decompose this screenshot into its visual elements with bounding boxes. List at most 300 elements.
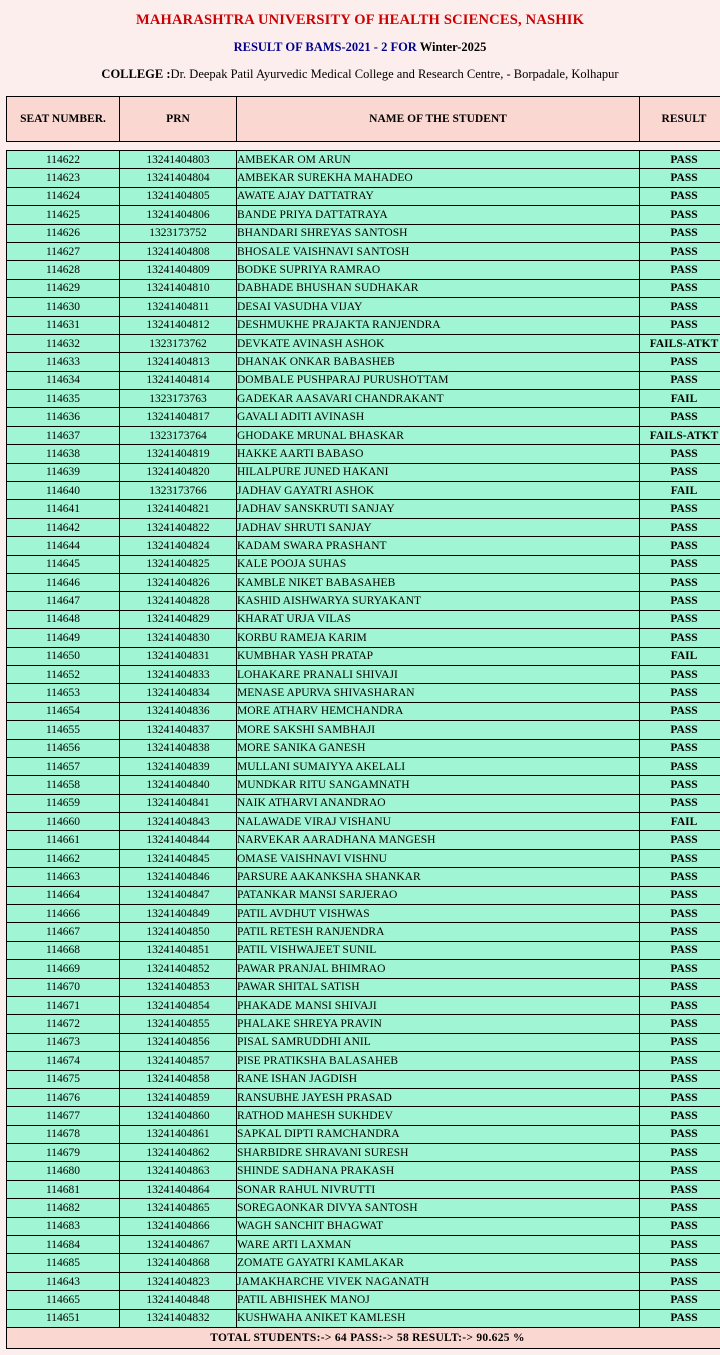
cell-result: PASS — [640, 1309, 720, 1327]
cell-seat-number: 114674 — [7, 1052, 120, 1070]
cell-prn: 13241404867 — [120, 1236, 237, 1254]
table-row — [7, 1015, 720, 1033]
cell-seat-number: 114632 — [7, 334, 120, 352]
cell-prn: 13241404852 — [120, 960, 237, 978]
cell-result: PASS — [640, 1144, 720, 1162]
cell-result: PASS — [640, 537, 720, 555]
cell-student-name: AMBEKAR OM ARUN — [237, 151, 640, 169]
cell-prn: 13241404847 — [120, 886, 237, 904]
cell-student-name: PAWAR PRANJAL BHIMRAO — [237, 960, 640, 978]
cell-student-name: AMBEKAR SUREKHA MAHADEO — [237, 169, 640, 187]
column-header-prn: PRN — [120, 97, 237, 142]
cell-prn: 13241404856 — [120, 1033, 237, 1051]
cell-student-name: GADEKAR AASAVARI CHANDRAKANT — [237, 390, 640, 408]
cell-prn: 13241404849 — [120, 905, 237, 923]
cell-seat-number: 114681 — [7, 1180, 120, 1198]
cell-student-name: SHARBIDRE SHRAVANI SURESH — [237, 1144, 640, 1162]
cell-student-name: DESAI VASUDHA VIJAY — [237, 298, 640, 316]
cell-prn: 13241404831 — [120, 647, 237, 665]
cell-student-name: KALE POOJA SUHAS — [237, 555, 640, 573]
cell-prn: 13241404806 — [120, 206, 237, 224]
cell-result: PASS — [640, 757, 720, 775]
cell-prn: 13241404822 — [120, 518, 237, 536]
cell-student-name: PATIL RETESH RANJENDRA — [237, 923, 640, 941]
cell-student-name: NAIK ATHARVI ANANDRAO — [237, 794, 640, 812]
cell-student-name: BHANDARI SHREYAS SANTOSH — [237, 224, 640, 242]
cell-result: PASS — [640, 592, 720, 610]
cell-seat-number: 114663 — [7, 868, 120, 886]
cell-student-name: MORE SAKSHI SAMBHAJI — [237, 721, 640, 739]
cell-prn: 13241404868 — [120, 1254, 237, 1272]
cell-prn: 13241404828 — [120, 592, 237, 610]
cell-prn: 13241404825 — [120, 555, 237, 573]
cell-seat-number: 114650 — [7, 647, 120, 665]
cell-result: PASS — [640, 1070, 720, 1088]
cell-seat-number: 114671 — [7, 996, 120, 1014]
cell-prn: 13241404826 — [120, 573, 237, 591]
cell-prn: 13241404860 — [120, 1107, 237, 1125]
cell-prn: 1323173766 — [120, 482, 237, 500]
cell-student-name: WAGH SANCHIT BHAGWAT — [237, 1217, 640, 1235]
table-row — [7, 169, 720, 187]
table-row — [7, 1236, 720, 1254]
cell-student-name: BANDE PRIYA DATTATRAYA — [237, 206, 640, 224]
table-row — [7, 592, 720, 610]
cell-student-name: AWATE AJAY DATTATRAY — [237, 187, 640, 205]
cell-student-name: JADHAV SANSKRUTI SANJAY — [237, 500, 640, 518]
cell-seat-number: 114682 — [7, 1199, 120, 1217]
college-line — [6, 67, 714, 82]
cell-prn: 13241404834 — [120, 684, 237, 702]
cell-seat-number: 114655 — [7, 721, 120, 739]
cell-prn: 13241404864 — [120, 1180, 237, 1198]
cell-seat-number: 114640 — [7, 482, 120, 500]
cell-prn: 13241404839 — [120, 757, 237, 775]
cell-result: PASS — [640, 610, 720, 628]
cell-result: PASS — [640, 868, 720, 886]
table-row — [7, 702, 720, 720]
table-row — [7, 1272, 720, 1290]
cell-prn: 13241404837 — [120, 721, 237, 739]
cell-prn: 13241404845 — [120, 849, 237, 867]
cell-result: PASS — [640, 776, 720, 794]
table-row — [7, 537, 720, 555]
cell-student-name: MORE SANIKA GANESH — [237, 739, 640, 757]
table-row — [7, 1217, 720, 1235]
cell-seat-number: 114658 — [7, 776, 120, 794]
cell-student-name: JAMAKHARCHE VIVEK NAGANATH — [237, 1272, 640, 1290]
column-header-seat-number: SEAT NUMBER. — [7, 97, 120, 142]
cell-result: PASS — [640, 923, 720, 941]
table-header — [7, 97, 720, 142]
table-footer — [7, 1328, 720, 1349]
cell-student-name: DESHMUKHE PRAJAKTA RANJENDRA — [237, 316, 640, 334]
cell-result: FAIL — [640, 482, 720, 500]
cell-result: FAILS-ATKT — [640, 426, 720, 444]
cell-prn: 13241404841 — [120, 794, 237, 812]
cell-prn: 13241404853 — [120, 978, 237, 996]
cell-prn: 13241404858 — [120, 1070, 237, 1088]
cell-result: PASS — [640, 298, 720, 316]
cell-student-name: DHANAK ONKAR BABASHEB — [237, 353, 640, 371]
cell-student-name: BODKE SUPRIYA RAMRAO — [237, 261, 640, 279]
results-table — [6, 96, 720, 1349]
cell-prn: 13241404811 — [120, 298, 237, 316]
cell-prn: 13241404846 — [120, 868, 237, 886]
table-row — [7, 960, 720, 978]
cell-student-name: JADHAV GAYATRI ASHOK — [237, 482, 640, 500]
cell-prn: 13241404844 — [120, 831, 237, 849]
table-row — [7, 1199, 720, 1217]
cell-result: PASS — [640, 573, 720, 591]
table-row — [7, 684, 720, 702]
cell-result: PASS — [640, 206, 720, 224]
cell-prn: 13241404803 — [120, 151, 237, 169]
cell-seat-number: 114654 — [7, 702, 120, 720]
cell-prn: 13241404861 — [120, 1125, 237, 1143]
cell-prn: 13241404848 — [120, 1291, 237, 1309]
cell-seat-number: 114626 — [7, 224, 120, 242]
table-spacer-cell — [7, 142, 720, 151]
table-row — [7, 1125, 720, 1143]
table-row — [7, 886, 720, 904]
cell-seat-number: 114643 — [7, 1272, 120, 1290]
table-spacer-row — [7, 142, 720, 151]
table-row — [7, 242, 720, 260]
cell-result: PASS — [640, 555, 720, 573]
cell-student-name: KAMBLE NIKET BABASAHEB — [237, 573, 640, 591]
cell-seat-number: 114662 — [7, 849, 120, 867]
table-row — [7, 1144, 720, 1162]
cell-prn: 13241404823 — [120, 1272, 237, 1290]
cell-prn: 13241404813 — [120, 353, 237, 371]
cell-prn: 13241404829 — [120, 610, 237, 628]
cell-prn: 13241404808 — [120, 242, 237, 260]
table-row — [7, 279, 720, 297]
cell-seat-number: 114634 — [7, 371, 120, 389]
cell-seat-number: 114635 — [7, 390, 120, 408]
cell-seat-number: 114670 — [7, 978, 120, 996]
cell-prn: 13241404817 — [120, 408, 237, 426]
table-row — [7, 923, 720, 941]
cell-result: FAIL — [640, 390, 720, 408]
table-row — [7, 408, 720, 426]
table-row — [7, 941, 720, 959]
cell-prn: 13241404820 — [120, 463, 237, 481]
cell-seat-number: 114680 — [7, 1162, 120, 1180]
cell-seat-number: 114673 — [7, 1033, 120, 1051]
cell-seat-number: 114652 — [7, 665, 120, 683]
table-row — [7, 482, 720, 500]
table-row — [7, 1180, 720, 1198]
table-row — [7, 573, 720, 591]
university-title: MAHARASHTRA UNIVERSITY OF HEALTH SCIENCES, NASHIK — [6, 12, 714, 29]
cell-result: PASS — [640, 371, 720, 389]
cell-student-name: DOMBALE PUSHPARAJ PURUSHOTTAM — [237, 371, 640, 389]
cell-result: PASS — [640, 1125, 720, 1143]
cell-result: PASS — [640, 463, 720, 481]
cell-student-name: PATIL VISHWAJEET SUNIL — [237, 941, 640, 959]
cell-prn: 13241404863 — [120, 1162, 237, 1180]
cell-result: PASS — [640, 794, 720, 812]
cell-seat-number: 114641 — [7, 500, 120, 518]
cell-seat-number: 114624 — [7, 187, 120, 205]
cell-student-name: DABHADE BHUSHAN SUDHAKAR — [237, 279, 640, 297]
cell-student-name: SHINDE SADHANA PRAKASH — [237, 1162, 640, 1180]
college-label: COLLEGE : — [101, 67, 170, 81]
cell-result: PASS — [640, 408, 720, 426]
cell-seat-number: 114647 — [7, 592, 120, 610]
cell-seat-number: 114675 — [7, 1070, 120, 1088]
cell-prn: 1323173764 — [120, 426, 237, 444]
cell-seat-number: 114651 — [7, 1309, 120, 1327]
cell-seat-number: 114676 — [7, 1088, 120, 1106]
cell-seat-number: 114630 — [7, 298, 120, 316]
table-row — [7, 1052, 720, 1070]
table-row — [7, 151, 720, 169]
cell-student-name: ZOMATE GAYATRI KAMLAKAR — [237, 1254, 640, 1272]
cell-seat-number: 114661 — [7, 831, 120, 849]
cell-result: PASS — [640, 518, 720, 536]
cell-student-name: RATHOD MAHESH SUKHDEV — [237, 1107, 640, 1125]
cell-prn: 13241404866 — [120, 1217, 237, 1235]
table-row — [7, 390, 720, 408]
table-row — [7, 353, 720, 371]
result-session: Winter-2025 — [420, 40, 487, 54]
table-row — [7, 371, 720, 389]
cell-result: PASS — [640, 1291, 720, 1309]
cell-prn: 13241404843 — [120, 813, 237, 831]
cell-result: PASS — [640, 721, 720, 739]
cell-seat-number: 114649 — [7, 629, 120, 647]
result-summary: TOTAL STUDENTS:-> 64 PASS:-> 58 RESULT:-> 90.625 % — [7, 1328, 720, 1349]
cell-result: PASS — [640, 886, 720, 904]
cell-student-name: KHARAT URJA VILAS — [237, 610, 640, 628]
table-row — [7, 905, 720, 923]
cell-student-name: PHAKADE MANSI SHIVAJI — [237, 996, 640, 1014]
cell-prn: 13241404836 — [120, 702, 237, 720]
cell-result: PASS — [640, 941, 720, 959]
cell-student-name: PARSURE AAKANKSHA SHANKAR — [237, 868, 640, 886]
cell-student-name: GAVALI ADITI AVINASH — [237, 408, 640, 426]
cell-prn: 13241404855 — [120, 1015, 237, 1033]
table-row — [7, 647, 720, 665]
cell-seat-number: 114627 — [7, 242, 120, 260]
cell-prn: 13241404838 — [120, 739, 237, 757]
table-row — [7, 206, 720, 224]
cell-prn: 1323173752 — [120, 224, 237, 242]
cell-seat-number: 114639 — [7, 463, 120, 481]
cell-prn: 13241404809 — [120, 261, 237, 279]
cell-prn: 1323173763 — [120, 390, 237, 408]
table-row — [7, 776, 720, 794]
cell-result: PASS — [640, 684, 720, 702]
table-row — [7, 868, 720, 886]
table-row — [7, 1033, 720, 1051]
cell-prn: 13241404824 — [120, 537, 237, 555]
cell-student-name: HAKKE AARTI BABASO — [237, 445, 640, 463]
cell-student-name: MUNDKAR RITU SANGAMNATH — [237, 776, 640, 794]
cell-result: PASS — [640, 316, 720, 334]
cell-prn: 13241404819 — [120, 445, 237, 463]
table-row — [7, 261, 720, 279]
cell-result: PASS — [640, 279, 720, 297]
cell-prn: 13241404830 — [120, 629, 237, 647]
cell-result: PASS — [640, 905, 720, 923]
cell-seat-number: 114644 — [7, 537, 120, 555]
cell-student-name: HILALPURE JUNED HAKANI — [237, 463, 640, 481]
cell-result: PASS — [640, 960, 720, 978]
cell-prn: 13241404854 — [120, 996, 237, 1014]
cell-seat-number: 114664 — [7, 886, 120, 904]
cell-seat-number: 114629 — [7, 279, 120, 297]
cell-result: PASS — [640, 1217, 720, 1235]
table-row — [7, 739, 720, 757]
table-row — [7, 665, 720, 683]
table-row — [7, 757, 720, 775]
table-row — [7, 610, 720, 628]
cell-seat-number: 114648 — [7, 610, 120, 628]
cell-student-name: RANE ISHAN JAGDISH — [237, 1070, 640, 1088]
cell-student-name: GHODAKE MRUNAL BHASKAR — [237, 426, 640, 444]
table-row — [7, 1088, 720, 1106]
cell-prn: 13241404850 — [120, 923, 237, 941]
cell-seat-number: 114636 — [7, 408, 120, 426]
cell-prn: 13241404862 — [120, 1144, 237, 1162]
cell-seat-number: 114659 — [7, 794, 120, 812]
cell-student-name: LOHAKARE PRANALI SHIVAJI — [237, 665, 640, 683]
cell-result: PASS — [640, 242, 720, 260]
cell-student-name: PHALAKE SHREYA PRAVIN — [237, 1015, 640, 1033]
cell-seat-number: 114628 — [7, 261, 120, 279]
table-row — [7, 224, 720, 242]
table-row — [7, 555, 720, 573]
table-row — [7, 316, 720, 334]
cell-student-name: RANSUBHE JAYESH PRASAD — [237, 1088, 640, 1106]
table-row — [7, 831, 720, 849]
cell-seat-number: 114668 — [7, 941, 120, 959]
cell-seat-number: 114677 — [7, 1107, 120, 1125]
cell-seat-number: 114631 — [7, 316, 120, 334]
cell-result: PASS — [640, 996, 720, 1014]
cell-prn: 13241404833 — [120, 665, 237, 683]
cell-result: PASS — [640, 665, 720, 683]
table-row — [7, 996, 720, 1014]
table-row — [7, 1254, 720, 1272]
cell-seat-number: 114660 — [7, 813, 120, 831]
cell-result: FAILS-ATKT — [640, 334, 720, 352]
cell-prn: 13241404857 — [120, 1052, 237, 1070]
table-row — [7, 1162, 720, 1180]
cell-student-name: KORBU RAMEJA KARIM — [237, 629, 640, 647]
table-row — [7, 445, 720, 463]
cell-prn: 13241404821 — [120, 500, 237, 518]
cell-result: PASS — [640, 1199, 720, 1217]
college-name: Dr. Deepak Patil Ayurvedic Medical College and Research Centre, - Borpadale, Kolhapur — [171, 67, 619, 81]
cell-student-name: NARVEKAR AARADHANA MANGESH — [237, 831, 640, 849]
cell-student-name: KUSHWAHA ANIKET KAMLESH — [237, 1309, 640, 1327]
cell-seat-number: 114633 — [7, 353, 120, 371]
cell-prn: 13241404859 — [120, 1088, 237, 1106]
cell-student-name: NALAWADE VIRAJ VISHANU — [237, 813, 640, 831]
cell-prn: 13241404840 — [120, 776, 237, 794]
cell-seat-number: 114642 — [7, 518, 120, 536]
cell-student-name: MENASE APURVA SHIVASHARAN — [237, 684, 640, 702]
cell-seat-number: 114684 — [7, 1236, 120, 1254]
cell-student-name: PATIL ABHISHEK MANOJ — [237, 1291, 640, 1309]
cell-prn: 1323173762 — [120, 334, 237, 352]
cell-student-name: MULLANI SUMAIYYA AKELALI — [237, 757, 640, 775]
table-row — [7, 334, 720, 352]
table-row — [7, 298, 720, 316]
cell-prn: 13241404832 — [120, 1309, 237, 1327]
cell-student-name: KADAM SWARA PRASHANT — [237, 537, 640, 555]
cell-result: FAIL — [640, 647, 720, 665]
table-row — [7, 1309, 720, 1327]
cell-seat-number: 114683 — [7, 1217, 120, 1235]
cell-student-name: PAWAR SHITAL SATISH — [237, 978, 640, 996]
cell-seat-number: 114622 — [7, 151, 120, 169]
cell-result: PASS — [640, 1107, 720, 1125]
cell-prn: 13241404805 — [120, 187, 237, 205]
cell-seat-number: 114679 — [7, 1144, 120, 1162]
cell-student-name: PISE PRATIKSHA BALASAHEB — [237, 1052, 640, 1070]
cell-seat-number: 114645 — [7, 555, 120, 573]
cell-result: PASS — [640, 1254, 720, 1272]
cell-seat-number: 114665 — [7, 1291, 120, 1309]
cell-student-name: MORE ATHARV HEMCHANDRA — [237, 702, 640, 720]
cell-result: PASS — [640, 1272, 720, 1290]
cell-seat-number: 114638 — [7, 445, 120, 463]
cell-result: PASS — [640, 1180, 720, 1198]
table-body — [7, 142, 720, 1328]
cell-student-name: SAPKAL DIPTI RAMCHANDRA — [237, 1125, 640, 1143]
cell-result: PASS — [640, 353, 720, 371]
footer-row — [7, 1328, 720, 1349]
cell-result: PASS — [640, 1162, 720, 1180]
cell-prn: 13241404865 — [120, 1199, 237, 1217]
table-row — [7, 629, 720, 647]
table-row — [7, 794, 720, 812]
cell-prn: 13241404804 — [120, 169, 237, 187]
cell-student-name: PISAL SAMRUDDHI ANIL — [237, 1033, 640, 1051]
cell-seat-number: 114667 — [7, 923, 120, 941]
cell-result: PASS — [640, 1236, 720, 1254]
cell-student-name: PATIL AVDHUT VISHWAS — [237, 905, 640, 923]
result-title — [6, 40, 714, 55]
cell-student-name: KUMBHAR YASH PRATAP — [237, 647, 640, 665]
cell-student-name: WARE ARTI LAXMAN — [237, 1236, 640, 1254]
cell-prn: 13241404810 — [120, 279, 237, 297]
cell-seat-number: 114666 — [7, 905, 120, 923]
cell-result: PASS — [640, 445, 720, 463]
cell-student-name: SONAR RAHUL NIVRUTTI — [237, 1180, 640, 1198]
table-row — [7, 518, 720, 536]
cell-result: PASS — [640, 849, 720, 867]
cell-result: PASS — [640, 739, 720, 757]
table-row — [7, 978, 720, 996]
cell-result: PASS — [640, 1033, 720, 1051]
table-row — [7, 721, 720, 739]
column-header-student-name: NAME OF THE STUDENT — [237, 97, 640, 142]
cell-seat-number: 114672 — [7, 1015, 120, 1033]
cell-result: PASS — [640, 629, 720, 647]
table-row — [7, 426, 720, 444]
cell-seat-number: 114678 — [7, 1125, 120, 1143]
cell-prn: 13241404814 — [120, 371, 237, 389]
cell-seat-number: 114646 — [7, 573, 120, 591]
cell-result: PASS — [640, 1088, 720, 1106]
